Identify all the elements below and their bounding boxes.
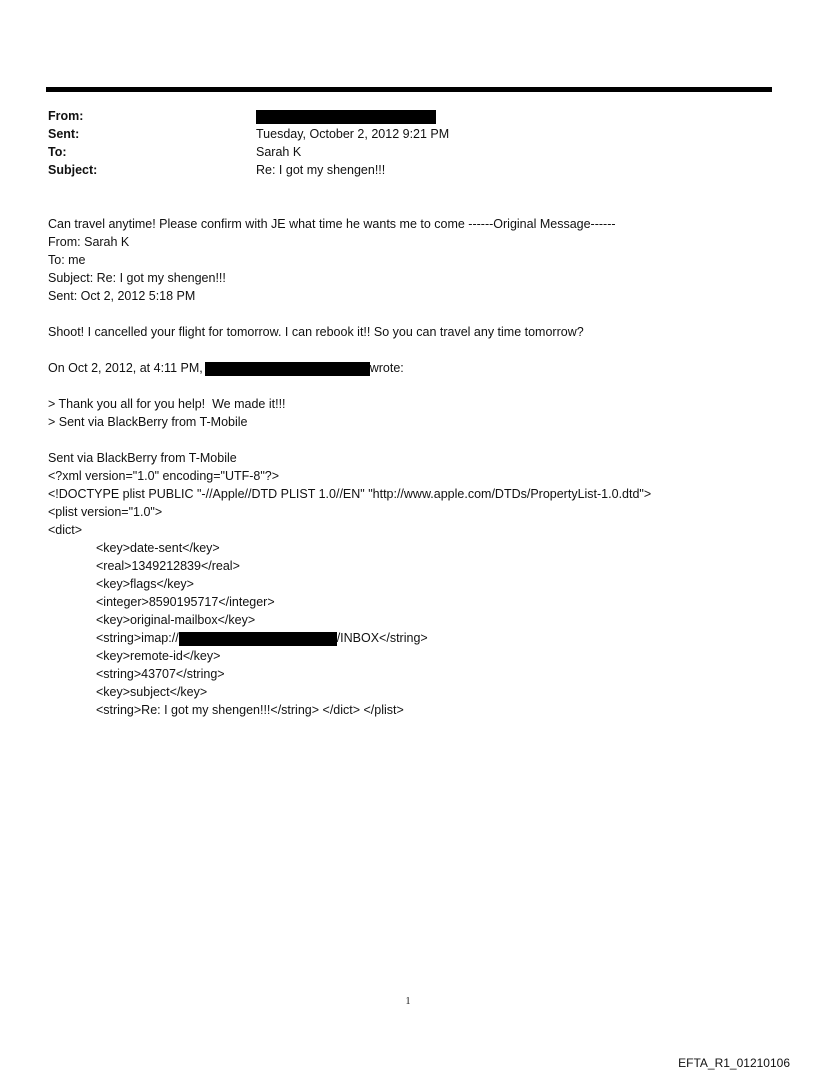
email-header [48,107,748,179]
body-line: To: me [48,253,86,267]
plist-line: <string>43707</string> [96,667,225,681]
subject-row [48,161,748,179]
plist-line: <key>flags</key> [96,577,194,591]
plist-line-mailbox [48,629,788,647]
body-line: Shoot! I cancelled your flight for tomorrow. I can rebook it!! So you can travel any time tomorrow? [48,325,584,339]
body-line: Sent: Oct 2, 2012 5:18 PM [48,289,196,303]
plist-line: <key>remote-id</key> [96,649,221,663]
spacer [48,431,788,449]
mailbox-prefix: <string>imap:// [96,631,179,645]
plist-line: <key>original-mailbox</key> [96,613,256,627]
redaction-block [179,632,337,646]
sent-label: Sent: [48,127,80,141]
spacer [48,305,788,323]
sent-row [48,125,748,143]
subject-label: Subject: [48,163,98,177]
redaction-block [256,110,436,124]
sent-value: Tuesday, October 2, 2012 9:21 PM [256,127,450,141]
plist-line: <real>1349212839</real> [96,559,240,573]
body-line: Sent via BlackBerry from T-Mobile [48,451,237,465]
body-line: Subject: Re: I got my shengen!!! [48,271,226,285]
to-label: To: [48,145,67,159]
plist-line: <key>date-sent</key> [96,541,220,555]
mailbox-suffix: /INBOX</string> [336,631,428,645]
xml-line: <?xml version="1.0" encoding="UTF-8"?> [48,469,280,483]
spacer [48,377,788,395]
plist-line: <key>subject</key> [96,685,208,699]
from-value [256,107,436,125]
email-body [48,215,788,719]
xml-line: <plist version="1.0"> [48,505,163,519]
body-line: Can travel anytime! Please confirm with JE what time he wants me to come ------Original Message------ [48,217,616,231]
xml-line: <!DOCTYPE plist PUBLIC "-//Apple//DTD PLIST 1.0//EN" "http://www.apple.com/DTDs/PropertyList-1.0.dtd"> [48,487,652,501]
plist-line: <integer>8590195717</integer> [96,595,275,609]
plist-line: <string>Re: I got my shengen!!!</string> </dict> </plist> [96,703,404,717]
to-row [48,143,748,161]
spacer [48,341,788,359]
from-row [48,107,748,125]
body-line: From: Sarah K [48,235,130,249]
document-id: EFTA_R1_01210106 [678,1056,790,1070]
xml-line: <dict> [48,523,83,537]
redaction-block [205,362,370,376]
attribution-prefix: On Oct 2, 2012, at 4:11 PM, [48,361,203,375]
quoted-line: > Thank you all for you help! We made it!!! [48,397,286,411]
to-value: Sarah K [256,145,302,159]
quoted-line: > Sent via BlackBerry from T-Mobile [48,415,248,429]
page-number: 1 [405,996,411,1007]
quote-attribution [48,359,788,377]
top-rule [46,87,772,92]
subject-value: Re: I got my shengen!!! [256,163,386,177]
from-label: From: [48,109,84,123]
attribution-suffix: wrote: [369,361,404,375]
